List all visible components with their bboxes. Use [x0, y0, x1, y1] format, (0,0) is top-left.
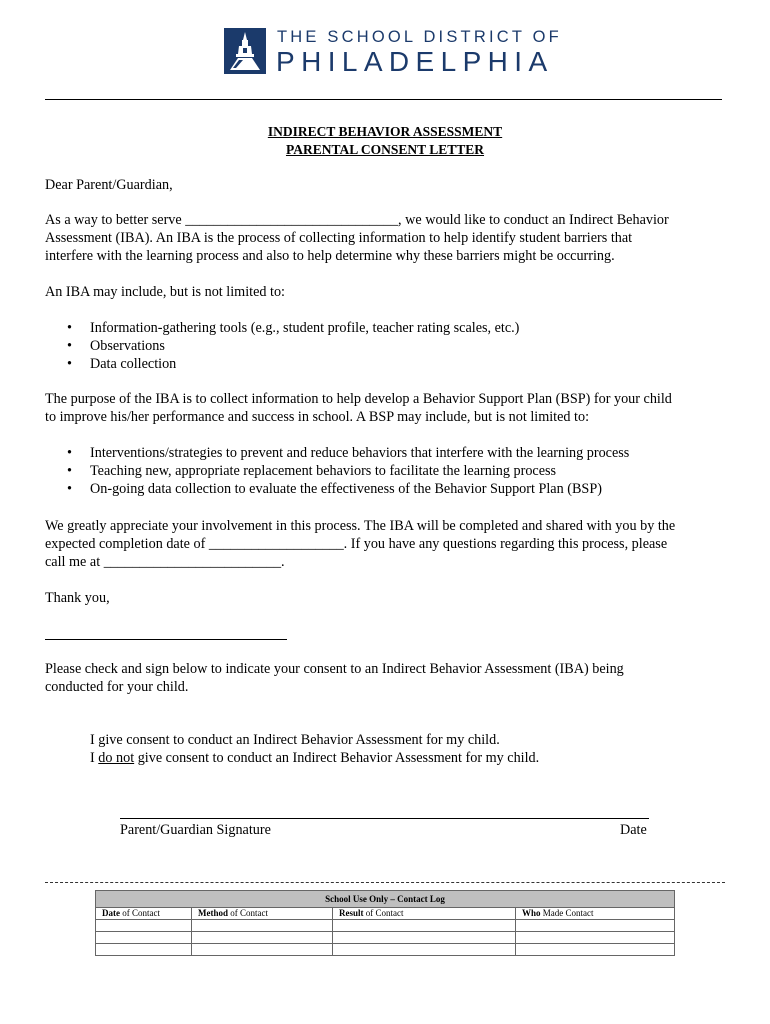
iba-item-list	[45, 319, 519, 373]
intro-line: interfere with the learning process and also to help determine why these barriers might be occurring.	[45, 248, 615, 264]
table-cell[interactable]	[96, 944, 192, 956]
consent-option-no[interactable]	[90, 749, 539, 767]
column-header-result: Result of Contact	[333, 908, 516, 920]
appreciation-paragraph	[45, 517, 675, 571]
contact-log-caption: School Use Only – Contact Log	[96, 891, 675, 908]
column-header-who: Who Made Contact	[516, 908, 675, 920]
table-cell[interactable]	[516, 944, 675, 956]
list-item: • On-going data collection to evaluate the effectiveness of the Behavior Support Plan (BSP)	[45, 480, 629, 498]
document-subtitle: PARENTAL CONSENT LETTER	[285, 142, 485, 157]
appreciation-line: call me at _________________________.	[45, 554, 285, 570]
bsp-item-list	[45, 444, 629, 498]
purpose-paragraph	[45, 390, 672, 426]
list-item: • Data collection	[45, 355, 519, 373]
contact-log-table	[95, 890, 675, 956]
table-cell[interactable]	[516, 932, 675, 944]
consent-option-yes[interactable]: I give consent to conduct an Indirect Behavior Assessment for my child.	[90, 732, 500, 748]
header-divider	[45, 99, 722, 100]
list-item: • Interventions/strategies to prevent and reduce behaviors that interfere with the learning process	[45, 444, 629, 462]
list-item: • Information-gathering tools (e.g., student profile, teacher rating scales, etc.)	[45, 319, 519, 337]
parent-signature-line[interactable]	[120, 818, 649, 819]
logo-text-top: THE SCHOOL DISTRICT OF	[277, 28, 562, 46]
iba-may-include: An IBA may include, but is not limited to:	[45, 284, 285, 300]
instruction-line: conducted for your child.	[45, 679, 189, 695]
table-cell[interactable]	[516, 920, 675, 932]
list-item: • Observations	[45, 337, 519, 355]
table-row	[96, 944, 675, 956]
appreciation-line: expected completion date of ___________________. If you have any questions regarding this process, please	[45, 536, 668, 552]
table-cell[interactable]	[96, 932, 192, 944]
consent-no-suffix: give consent to conduct an Indirect Behavior Assessment for my child.	[134, 750, 540, 766]
table-row	[96, 932, 675, 944]
list-item: • Teaching new, appropriate replacement behaviors to facilitate the learning process	[45, 462, 629, 480]
do-not-emphasis: do not	[98, 750, 135, 766]
table-header-row	[96, 908, 675, 920]
purpose-line: The purpose of the IBA is to collect information to help develop a Behavior Support Plan (BSP) for your child	[45, 391, 672, 407]
logo-text-bottom: PHILADELPHIA	[276, 46, 554, 77]
cut-line	[45, 882, 725, 883]
instruction-line: Please check and sign below to indicate your consent to an Indirect Behavior Assessment (IBA) being	[45, 661, 624, 677]
sender-signature-line[interactable]	[45, 639, 287, 640]
signature-label: Parent/Guardian Signature	[120, 822, 271, 838]
consent-no-prefix: I	[90, 750, 99, 766]
column-header-method: Method of Contact	[192, 908, 333, 920]
consent-instructions	[45, 660, 624, 696]
appreciation-line: We greatly appreciate your involvement in this process. The IBA will be completed and shared with you by the	[45, 518, 676, 534]
table-cell[interactable]	[333, 944, 516, 956]
closing: Thank you,	[45, 590, 110, 606]
greeting: Dear Parent/Guardian,	[45, 177, 173, 193]
intro-line: As a way to better serve ______________________________, we would like to conduct an Indirect Behavior	[45, 212, 669, 228]
table-row	[96, 920, 675, 932]
date-label: Date	[620, 822, 647, 838]
table-cell[interactable]	[192, 932, 333, 944]
intro-line: Assessment (IBA). An IBA is the process of collecting information to help identify student barriers that	[45, 230, 633, 246]
table-cell[interactable]	[192, 920, 333, 932]
table-cell[interactable]	[96, 920, 192, 932]
table-cell[interactable]	[333, 932, 516, 944]
liberty-bell-tower-icon	[224, 28, 266, 74]
intro-paragraph	[45, 211, 669, 265]
purpose-line: to improve his/her performance and success in school. A BSP may include, but is not limited to:	[45, 409, 590, 425]
column-header-date: Date of Contact	[96, 908, 192, 920]
table-cell[interactable]	[333, 920, 516, 932]
table-cell[interactable]	[192, 944, 333, 956]
document-title: INDIRECT BEHAVIOR ASSESSMENT	[267, 124, 503, 139]
